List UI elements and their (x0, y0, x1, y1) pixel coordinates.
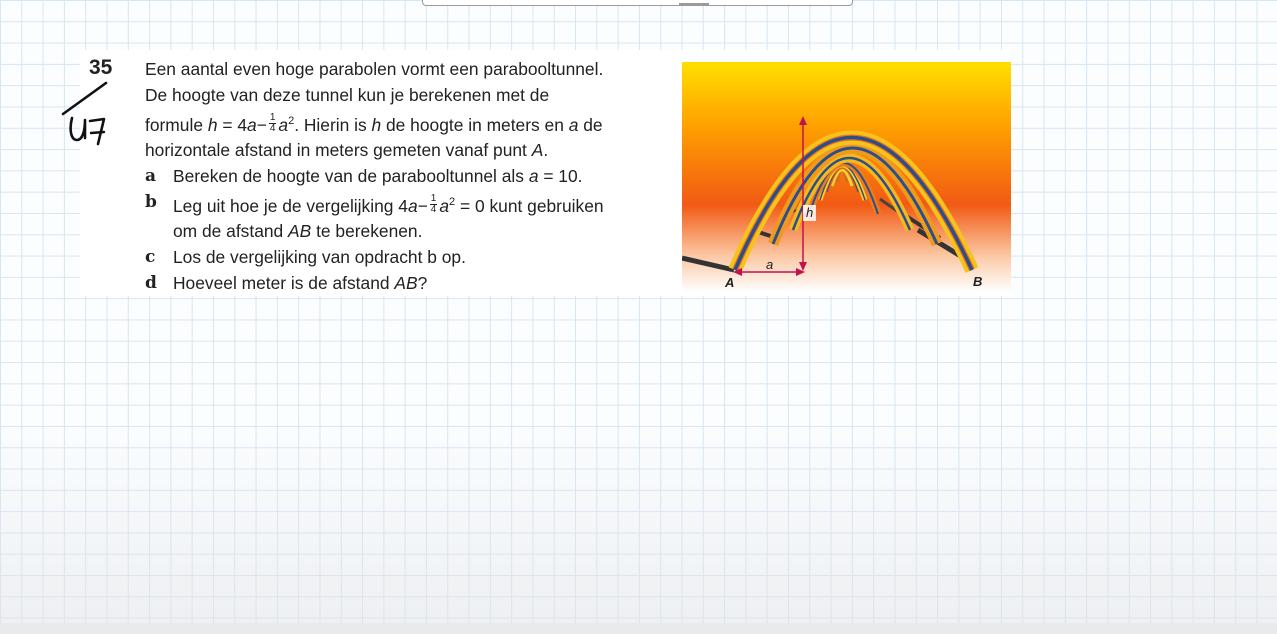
toolbar-frame[interactable] (422, 0, 853, 6)
question-c: c Los de vergelijking van opdracht b op. (145, 245, 665, 271)
height-label: h (806, 205, 814, 220)
exercise-number: 35 (89, 56, 113, 79)
question-label: b (145, 191, 157, 212)
toolbar-handle[interactable] (679, 3, 709, 5)
intro-line-3-formula: formule h = 4a− $\frac{1}{4}$ $a^2$. Hierin is h de hoogte in meters en a de (145, 112, 603, 135)
question-b: b Leg uit hoe je de vergelijking 4a− $\frac{1}{4}$ $a^2 = 0$ kunt gebruiken (145, 191, 604, 216)
question-label: d (145, 272, 157, 293)
question-label: a (145, 165, 157, 186)
parabola-tunnel-illustration (682, 62, 1011, 292)
question-label: c (145, 247, 156, 268)
bottom-edge (0, 623, 1277, 634)
fraction: $\frac{1}{4}$ (269, 112, 276, 135)
intro-line-2: De hoogte van deze tunnel kun je berekenen met de (145, 84, 550, 105)
question-d: d Hoeveel meter is de afstand AB? (145, 271, 665, 297)
question-b-line-2: om de afstand AB te berekenen. (173, 221, 423, 242)
exercise-text (145, 57, 665, 297)
fraction: $\frac{1}{4}$ (430, 193, 437, 216)
point-A-label: A (725, 275, 735, 290)
handwritten-annotation (60, 80, 116, 148)
point-B-label: B (973, 274, 983, 289)
intro-line-1: Een aantal even hoge parabolen vormt een parabooltunnel. (145, 59, 604, 79)
distance-label: a (766, 257, 774, 272)
question-a: a Bereken de hoogte van de parabooltunnel als a = 10. (145, 164, 665, 190)
intro-line-4: horizontale afstand in meters gemeten vanaf punt A. (145, 140, 549, 161)
